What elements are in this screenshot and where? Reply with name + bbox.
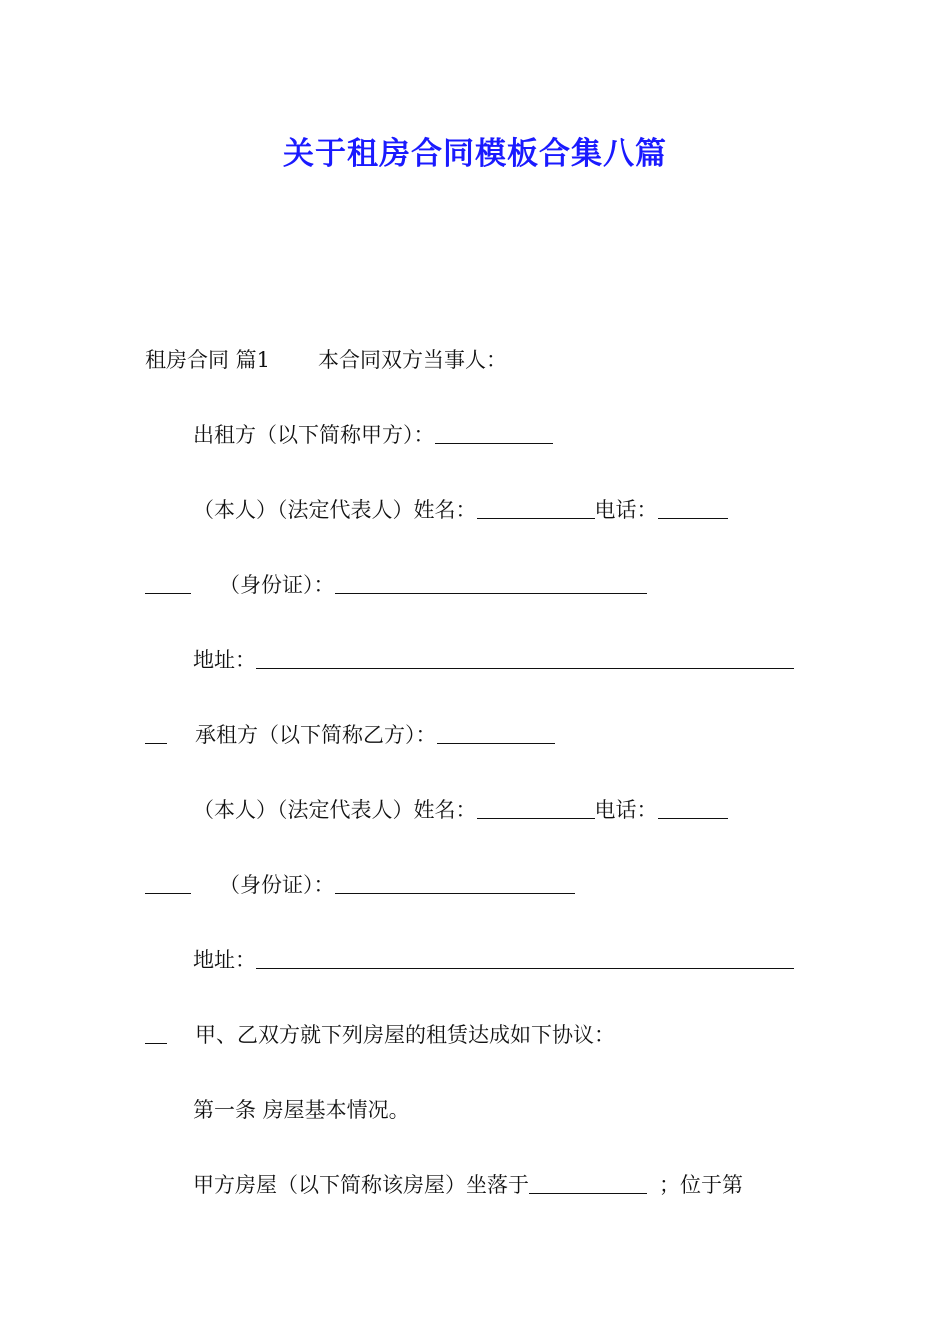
lessee-id-label: （身份证）：: [219, 873, 335, 897]
lessor-rep-name-blank[interactable]: [477, 496, 595, 519]
lessor-address-blank-cont[interactable]: [145, 721, 167, 744]
line-property-location: [145, 1170, 853, 1200]
line-contract-heading: [145, 345, 805, 375]
lessee-address-blank-cont[interactable]: [145, 1021, 167, 1044]
lessor-id-blank[interactable]: [335, 571, 647, 594]
lessee-address-blank[interactable]: [256, 946, 794, 969]
property-location-label: 甲方房屋（以下简称该房屋）坐落于: [193, 1173, 529, 1197]
article-one-heading: 第一条 房屋基本情况。: [193, 1098, 410, 1122]
lessee-address-label: 地址：: [193, 948, 256, 972]
lessor-label: 出租方（以下简称甲方）：: [193, 423, 435, 447]
lessor-rep-name-label: （本人）（法定代表人）姓名：: [193, 498, 477, 522]
lessee-rep-name-blank[interactable]: [477, 796, 595, 819]
line-lessor-id: [145, 570, 805, 600]
line-lessee-address: [145, 945, 853, 975]
document-title: 关于租房合同模板合集八篇: [283, 136, 667, 172]
lessor-phone-label: 电话：: [594, 498, 658, 522]
line-lessee-id: [145, 870, 805, 900]
property-floor-label: ；位于第: [659, 1173, 743, 1197]
lessee-id-blank[interactable]: [335, 871, 575, 894]
lessee-rep-name-label: （本人）（法定代表人）姓名：: [193, 798, 477, 822]
line-lessee-rep: [145, 795, 853, 825]
line-lessor: [145, 420, 853, 450]
lessee-name-blank[interactable]: [437, 721, 555, 744]
property-location-blank[interactable]: [529, 1171, 647, 1194]
lessee-label: 承租方（以下简称乙方）：: [195, 723, 437, 747]
lessor-name-blank[interactable]: [435, 421, 553, 444]
lessor-address-label: 地址：: [193, 648, 256, 672]
contract-section-label: 租房合同 篇1: [145, 348, 271, 372]
line-lessee: [145, 720, 805, 750]
line-lessor-rep: [145, 495, 853, 525]
line-lessor-address: [145, 645, 853, 675]
parties-intro: 本合同双方当事人：: [318, 348, 508, 372]
lessee-phone-blank[interactable]: [658, 796, 728, 819]
lessee-phone-label: 电话：: [594, 798, 658, 822]
line-agreement: [145, 1020, 805, 1050]
agreement-statement: 甲、乙双方就下列房屋的租赁达成如下协议：: [195, 1023, 615, 1047]
lessor-address-blank[interactable]: [256, 646, 794, 669]
lessor-phone-blank-cont[interactable]: [145, 571, 191, 594]
lessee-phone-blank-cont[interactable]: [145, 871, 191, 894]
line-article-one: [145, 1095, 853, 1125]
lessor-phone-blank[interactable]: [658, 496, 728, 519]
lessor-id-label: （身份证）：: [219, 573, 335, 597]
